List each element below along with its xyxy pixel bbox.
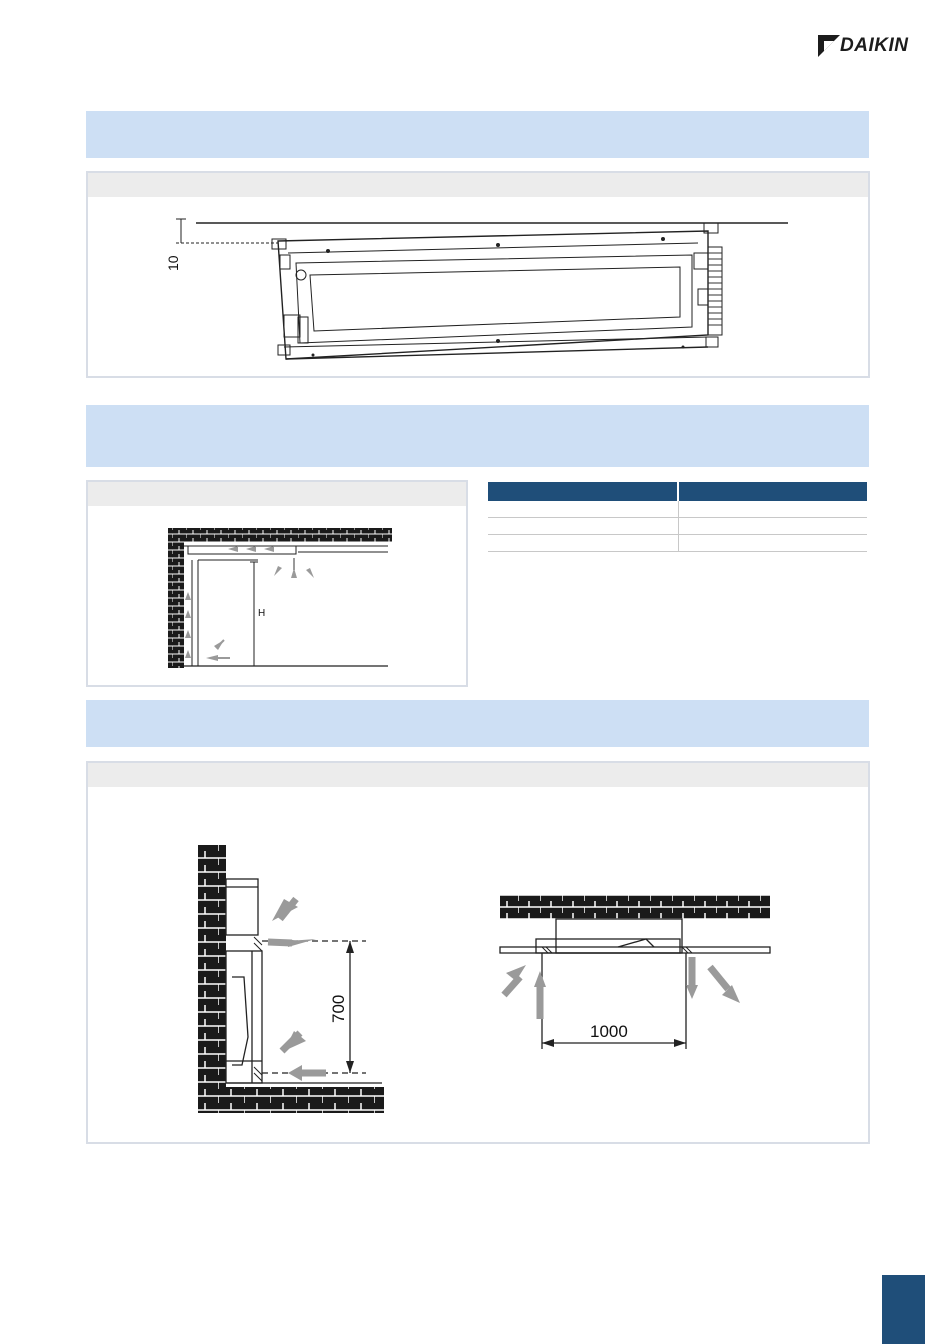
table-cell <box>488 518 678 535</box>
table-cell <box>488 535 678 552</box>
figure-panel-1 <box>86 171 870 378</box>
figure-panel-3 <box>86 761 870 1144</box>
table-cell <box>678 501 867 518</box>
table-row <box>488 518 867 535</box>
brick-ceiling <box>170 528 392 542</box>
table-header-cell <box>488 482 678 501</box>
brick-floor <box>198 1087 384 1113</box>
height-label: H <box>258 608 266 619</box>
figure-panel-2-header <box>88 482 466 506</box>
page-number-tab <box>882 1275 925 1344</box>
table-row <box>488 501 867 518</box>
brick-wall <box>168 528 184 668</box>
table-row <box>488 535 867 552</box>
table-cell <box>678 518 867 535</box>
dimension-10 <box>158 219 188 279</box>
figure-panel-1-header <box>88 173 868 197</box>
dimension-700-label: 700 <box>329 994 348 1023</box>
table-cell <box>678 535 867 552</box>
dimension-1000-label: 1000 <box>590 1022 628 1041</box>
section-header-band-1 <box>86 111 869 158</box>
section-header-band-3 <box>86 700 869 747</box>
wall-clearance-drawing <box>192 837 412 1137</box>
table-header-row <box>488 482 867 501</box>
brick-ceiling <box>500 895 770 919</box>
table-header-cell <box>678 482 867 501</box>
figure-panel-3-header <box>88 763 868 787</box>
airflow-section-drawing <box>88 506 466 686</box>
daikin-logo <box>818 33 926 59</box>
unit-ceiling-drawing <box>88 197 868 377</box>
ceiling-clearance-drawing <box>496 889 776 1089</box>
brand-name: DAIKIN <box>840 35 909 56</box>
section-header-band-2 <box>86 405 869 467</box>
table-cell <box>488 501 678 518</box>
brick-wall <box>198 845 226 1087</box>
dimension-10-label: 10 <box>165 255 181 271</box>
spec-table <box>488 482 867 552</box>
figure-panel-2 <box>86 480 468 687</box>
